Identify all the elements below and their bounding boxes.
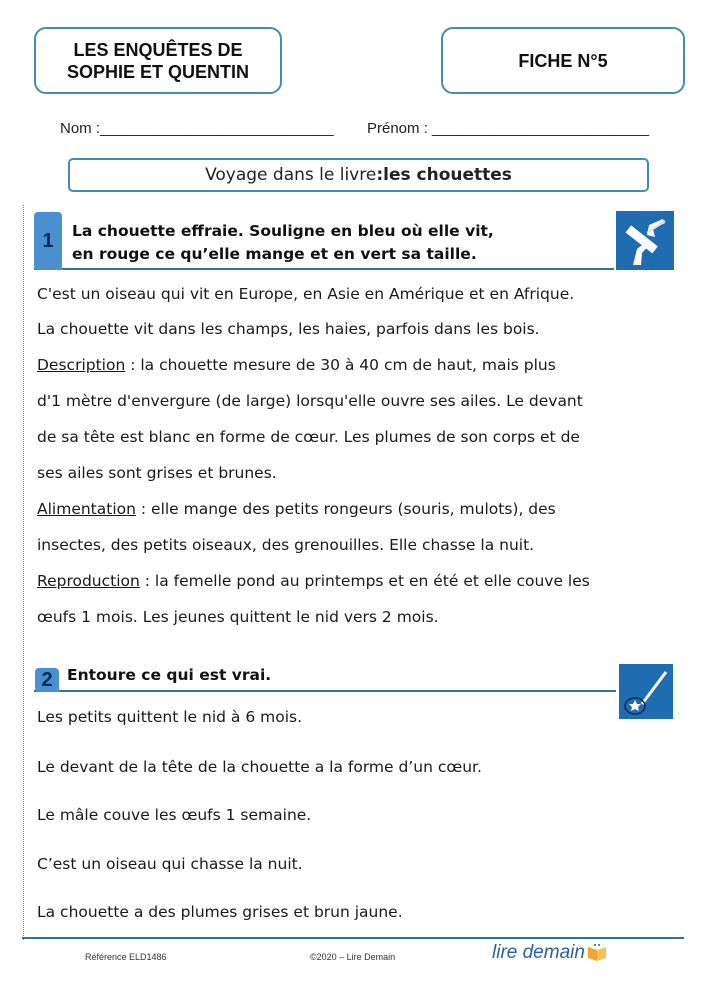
pencil-circle-star-icon <box>619 664 673 719</box>
exercise2-number-badge: 2 <box>35 668 59 692</box>
title-prefix: Voyage dans le livre <box>205 165 377 185</box>
exercise1-instruction-line2: en rouge ce qu’elle mange et en vert sa taille. <box>72 245 477 263</box>
paragraph-alimentation: Alimentation : elle mange des petits rongeurs (souris, mulots), des <box>37 500 556 518</box>
prenom-blank[interactable]: __________________________ <box>432 120 649 137</box>
title-separator: : <box>376 165 384 185</box>
paragraph-description: Description : la chouette mesure de 30 à 40 cm de haut, mais plus <box>37 356 556 374</box>
paragraph: C'est un oiseau qui vit en Europe, en Asie en Amérique et en Afrique. <box>37 285 575 303</box>
prenom-label: Prénom : <box>367 120 428 137</box>
title-subject: les chouettes <box>383 165 512 185</box>
exercise1-number-badge: 1 <box>34 212 62 270</box>
series-title-line1: LES ENQUÊTES DE <box>73 39 243 60</box>
paragraph: La chouette vit dans les champs, les haies, parfois dans les bois. <box>37 320 540 338</box>
paragraph: œufs 1 mois. Les jeunes quittent le nid vers 2 mois. <box>37 608 439 626</box>
paragraph: insectes, des petits oiseaux, des grenouilles. Elle chasse la nuit. <box>37 536 535 554</box>
paragraph: de sa tête est blanc en forme de cœur. Les plumes de son corps et de <box>37 428 580 446</box>
nom-blank[interactable]: ____________________________ <box>100 120 334 137</box>
sheet-number: FICHE N°5 <box>518 50 608 71</box>
nom-label: Nom : <box>60 120 101 137</box>
nom-field[interactable] <box>60 120 334 137</box>
label-reproduction: Reproduction <box>37 572 140 590</box>
statement[interactable]: Le devant de la tête de la chouette a la forme d’un cœur. <box>37 758 482 776</box>
paragraph: ses ailes sont grises et brunes. <box>37 464 277 482</box>
label-alimentation: Alimentation <box>37 500 136 518</box>
footer-divider <box>22 937 684 939</box>
prenom-field[interactable] <box>367 120 649 137</box>
series-title-line2: SOPHIE ET QUENTIN <box>66 61 250 82</box>
page-title <box>68 158 649 192</box>
exercise1-instruction-line1: La chouette effraie. Souligne en bleu où elle vit, <box>72 222 494 240</box>
footer-copyright: ©2020 – Lire Demain <box>310 952 396 962</box>
statement[interactable]: C’est un oiseau qui chasse la nuit. <box>37 855 303 873</box>
hands-ruler-pencil-icon <box>616 211 674 270</box>
footer-reference: Référence ELD1486 <box>85 952 167 962</box>
exercise2-instruction: Entoure ce qui est vrai. <box>67 666 272 684</box>
logo-text: lire demain <box>492 942 585 963</box>
statement[interactable]: Le mâle couve les œufs 1 semaine. <box>37 806 312 824</box>
paragraph: d'1 mètre d'envergure (de large) lorsqu'elle ouvre ses ailes. Le devant <box>37 392 583 410</box>
statement[interactable]: La chouette a des plumes grises et brun jaune. <box>37 903 403 921</box>
exercise1-instruction <box>72 220 494 266</box>
lire-demain-logo <box>492 942 607 964</box>
paragraph-reproduction: Reproduction : la femelle pond au printemps et en été et elle couve les <box>37 572 590 590</box>
book-icon <box>587 943 607 961</box>
sheet-number-box <box>441 27 685 94</box>
statement[interactable]: Les petits quittent le nid à 6 mois. <box>37 708 302 726</box>
margin-dotted-line <box>23 205 24 940</box>
series-title-box <box>34 27 282 94</box>
label-description: Description <box>37 356 126 374</box>
